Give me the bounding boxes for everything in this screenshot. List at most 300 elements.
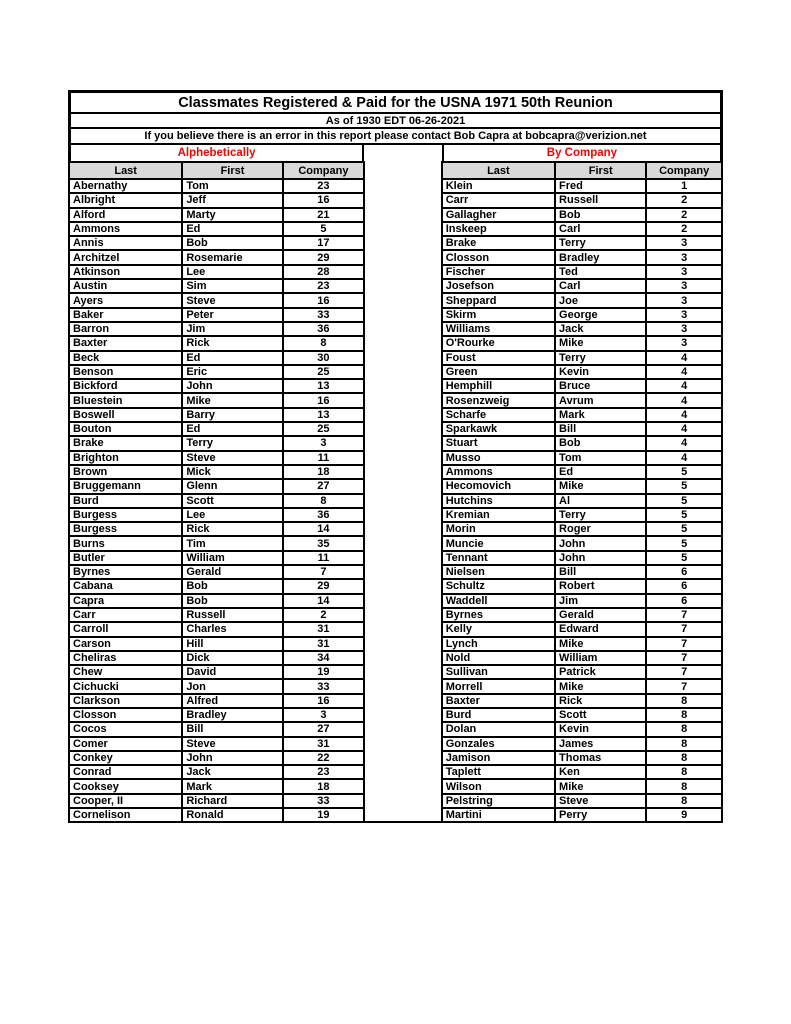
cell-first: Alfred — [182, 694, 282, 708]
table-row — [442, 794, 722, 808]
cell-last: Capra — [69, 594, 182, 608]
cell-last: Hecomovich — [442, 479, 555, 493]
cell-company: 21 — [283, 208, 365, 222]
cell-last: Burd — [69, 494, 182, 508]
cell-last: Burd — [442, 708, 555, 722]
cell-last: Nold — [442, 651, 555, 665]
cell-last: Sullivan — [442, 665, 555, 679]
cell-first: Lee — [182, 265, 282, 279]
cell-last: Lynch — [442, 637, 555, 651]
table-row — [442, 351, 722, 365]
table-row — [69, 436, 364, 450]
cell-company: 11 — [283, 451, 365, 465]
cell-last: Pelstring — [442, 794, 555, 808]
cell-first: Bill — [555, 422, 646, 436]
cell-last: Architzel — [69, 250, 182, 264]
table-row — [442, 365, 722, 379]
cell-company: 4 — [646, 436, 722, 450]
cell-first: Mick — [182, 465, 282, 479]
table-row — [69, 351, 364, 365]
cell-last: Comer — [69, 737, 182, 751]
cell-first: Bradley — [182, 708, 282, 722]
cell-company: 4 — [646, 422, 722, 436]
cell-last: Barron — [69, 322, 182, 336]
cell-last: Jamison — [442, 751, 555, 765]
column-header-company: Company — [646, 162, 722, 179]
cell-first: Scott — [555, 708, 646, 722]
cell-first: Mike — [182, 393, 282, 407]
table-row — [442, 637, 722, 651]
cell-first: Jack — [182, 765, 282, 779]
cell-last: Brake — [442, 236, 555, 250]
cell-last: Williams — [442, 322, 555, 336]
cell-company: 7 — [283, 565, 365, 579]
cell-first: Carl — [555, 279, 646, 293]
table-row — [69, 608, 364, 622]
report-timestamp: As of 1930 EDT 06-26-2021 — [68, 112, 723, 129]
table-row — [69, 579, 364, 593]
cell-company: 8 — [646, 722, 722, 736]
cell-first: Robert — [555, 579, 646, 593]
table-row — [442, 293, 722, 307]
cell-first: Mark — [182, 779, 282, 793]
cell-last: Schultz — [442, 579, 555, 593]
cell-last: Bluestein — [69, 393, 182, 407]
cell-last: Cabana — [69, 579, 182, 593]
cell-company: 8 — [646, 751, 722, 765]
table-row — [442, 751, 722, 765]
cell-last: Ayers — [69, 293, 182, 307]
cell-first: Gerald — [182, 565, 282, 579]
cell-company: 13 — [283, 408, 365, 422]
table-row — [442, 408, 722, 422]
cell-last: Dolan — [442, 722, 555, 736]
cell-company: 7 — [646, 651, 722, 665]
cell-first: Terry — [555, 508, 646, 522]
cell-first: Thomas — [555, 751, 646, 765]
table-row — [69, 551, 364, 565]
cell-last: Bruggemann — [69, 479, 182, 493]
column-header-last: Last — [442, 162, 555, 179]
cell-last: Atkinson — [69, 265, 182, 279]
cell-company: 3 — [646, 279, 722, 293]
cell-company: 31 — [283, 737, 365, 751]
cell-company: 8 — [646, 694, 722, 708]
column-header-row — [69, 162, 364, 179]
cell-last: Baxter — [69, 336, 182, 350]
table-row — [442, 608, 722, 622]
cell-last: Albright — [69, 193, 182, 207]
table-row — [442, 722, 722, 736]
table-row — [69, 250, 364, 264]
table-row — [69, 722, 364, 736]
table-row — [442, 208, 722, 222]
cell-company: 30 — [283, 351, 365, 365]
spacer-cell — [362, 143, 444, 163]
table-row — [442, 594, 722, 608]
table-row — [69, 765, 364, 779]
page-title: Classmates Registered & Paid for the USNA 1971 50th Reunion — [68, 90, 723, 114]
cell-first: Rosemarie — [182, 250, 282, 264]
cell-last: Stuart — [442, 436, 555, 450]
table-row — [442, 579, 722, 593]
table-row — [69, 665, 364, 679]
cell-first: Jim — [555, 594, 646, 608]
cell-first: Ed — [182, 222, 282, 236]
cell-company: 5 — [646, 508, 722, 522]
table-row — [442, 193, 722, 207]
table-row — [69, 293, 364, 307]
table-row — [442, 322, 722, 336]
cell-first: Al — [555, 494, 646, 508]
cell-company: 3 — [646, 308, 722, 322]
cell-last: Inskeep — [442, 222, 555, 236]
cell-first: Ed — [182, 422, 282, 436]
cell-company: 4 — [646, 451, 722, 465]
cell-company: 7 — [646, 637, 722, 651]
cell-first: Hill — [182, 637, 282, 651]
table-row — [69, 336, 364, 350]
column-header-row — [442, 162, 722, 179]
cell-first: Bob — [182, 236, 282, 250]
table-row — [69, 393, 364, 407]
by-company-section-label: By Company — [442, 143, 723, 163]
cell-first: Ronald — [182, 808, 282, 822]
cell-last: Bickford — [69, 379, 182, 393]
cell-first: Mike — [555, 479, 646, 493]
cell-first: Rick — [555, 694, 646, 708]
cell-company: 19 — [283, 808, 365, 822]
cell-company: 33 — [283, 308, 365, 322]
cell-last: Taplett — [442, 765, 555, 779]
table-row — [69, 637, 364, 651]
cell-last: Cooper, II — [69, 794, 182, 808]
table-row — [69, 379, 364, 393]
cell-company: 16 — [283, 694, 365, 708]
cell-first: Mike — [555, 779, 646, 793]
cell-first: William — [555, 651, 646, 665]
table-row — [442, 265, 722, 279]
cell-company: 6 — [646, 594, 722, 608]
table-row — [69, 651, 364, 665]
cell-company: 4 — [646, 393, 722, 407]
cell-last: Sparkawk — [442, 422, 555, 436]
cell-company: 22 — [283, 751, 365, 765]
report-document — [68, 90, 723, 823]
section-label-row — [68, 143, 723, 163]
cell-last: Burns — [69, 536, 182, 550]
cell-company: 29 — [283, 250, 365, 264]
cell-first: Steve — [182, 737, 282, 751]
cell-first: Barry — [182, 408, 282, 422]
cell-last: Closson — [69, 708, 182, 722]
cell-last: Hutchins — [442, 494, 555, 508]
cell-company: 5 — [646, 522, 722, 536]
cell-last: Boswell — [69, 408, 182, 422]
cell-first: Terry — [555, 351, 646, 365]
table-row — [442, 250, 722, 264]
cell-first: William — [182, 551, 282, 565]
cell-company: 11 — [283, 551, 365, 565]
table-row — [69, 751, 364, 765]
cell-last: Carr — [442, 193, 555, 207]
table-row — [442, 651, 722, 665]
cell-company: 19 — [283, 665, 365, 679]
table-row — [442, 708, 722, 722]
cell-company: 33 — [283, 794, 365, 808]
cell-first: Bob — [555, 436, 646, 450]
table-row — [69, 208, 364, 222]
cell-last: Clarkson — [69, 694, 182, 708]
cell-last: Cornelison — [69, 808, 182, 822]
table-row — [442, 551, 722, 565]
cell-first: Mike — [555, 336, 646, 350]
cell-company: 13 — [283, 379, 365, 393]
cell-first: Jon — [182, 679, 282, 693]
table-row — [442, 694, 722, 708]
cell-first: Steve — [182, 293, 282, 307]
cell-last: Burgess — [69, 522, 182, 536]
cell-company: 5 — [646, 494, 722, 508]
cell-last: Bouton — [69, 422, 182, 436]
table-row — [442, 422, 722, 436]
table-row — [442, 508, 722, 522]
cell-first: Jim — [182, 322, 282, 336]
cell-company: 7 — [646, 665, 722, 679]
cell-company: 8 — [646, 794, 722, 808]
table-row — [442, 494, 722, 508]
table-gap-spacer — [365, 161, 441, 823]
cell-first: Rick — [182, 522, 282, 536]
cell-company: 36 — [283, 508, 365, 522]
cell-company: 27 — [283, 722, 365, 736]
cell-first: Richard — [182, 794, 282, 808]
cell-company: 8 — [646, 737, 722, 751]
table-row — [69, 422, 364, 436]
table-row — [442, 179, 722, 193]
cell-last: Musso — [442, 451, 555, 465]
cell-last: Baxter — [442, 694, 555, 708]
cell-first: Steve — [182, 451, 282, 465]
column-header-first: First — [555, 162, 646, 179]
cell-first: Jeff — [182, 193, 282, 207]
cell-last: Gonzales — [442, 737, 555, 751]
cell-last: Hemphill — [442, 379, 555, 393]
table-row — [442, 379, 722, 393]
cell-company: 23 — [283, 279, 365, 293]
cell-first: Perry — [555, 808, 646, 822]
cell-first: Tom — [182, 179, 282, 193]
table-row — [69, 193, 364, 207]
table-row — [69, 279, 364, 293]
table-row — [442, 336, 722, 350]
cell-last: Morrell — [442, 679, 555, 693]
cell-last: O'Rourke — [442, 336, 555, 350]
table-row — [69, 594, 364, 608]
cell-last: Sheppard — [442, 293, 555, 307]
table-row — [442, 451, 722, 465]
cell-last: Annis — [69, 236, 182, 250]
cell-last: Burgess — [69, 508, 182, 522]
cell-first: John — [182, 379, 282, 393]
table-row — [69, 451, 364, 465]
cell-last: Klein — [442, 179, 555, 193]
table-row — [69, 536, 364, 550]
cell-company: 14 — [283, 522, 365, 536]
table-row — [442, 479, 722, 493]
cell-company: 27 — [283, 479, 365, 493]
cell-first: James — [555, 737, 646, 751]
cell-first: Bob — [555, 208, 646, 222]
cell-first: Avrum — [555, 393, 646, 407]
cell-company: 7 — [646, 608, 722, 622]
cell-first: Ed — [555, 465, 646, 479]
cell-last: Ammons — [442, 465, 555, 479]
cell-last: Wilson — [442, 779, 555, 793]
cell-first: Kevin — [555, 722, 646, 736]
cell-last: Brake — [69, 436, 182, 450]
cell-last: Carson — [69, 637, 182, 651]
table-row — [69, 522, 364, 536]
table-row — [442, 665, 722, 679]
cell-company: 28 — [283, 265, 365, 279]
cell-first: Glenn — [182, 479, 282, 493]
cell-company: 6 — [646, 565, 722, 579]
cell-last: Abernathy — [69, 179, 182, 193]
cell-last: Ammons — [69, 222, 182, 236]
cell-company: 25 — [283, 422, 365, 436]
cell-first: Tim — [182, 536, 282, 550]
cell-company: 9 — [646, 808, 722, 822]
cell-first: Sim — [182, 279, 282, 293]
table-row — [442, 808, 722, 822]
cell-last: Josefson — [442, 279, 555, 293]
table-row — [69, 179, 364, 193]
table-row — [442, 765, 722, 779]
cell-first: Jack — [555, 322, 646, 336]
cell-last: Cheliras — [69, 651, 182, 665]
cell-first: George — [555, 308, 646, 322]
cell-company: 8 — [646, 765, 722, 779]
cell-company: 8 — [283, 494, 365, 508]
cell-company: 16 — [283, 393, 365, 407]
cell-company: 8 — [283, 336, 365, 350]
cell-first: John — [182, 751, 282, 765]
cell-first: Lee — [182, 508, 282, 522]
cell-first: Joe — [555, 293, 646, 307]
table-row — [442, 622, 722, 636]
table-row — [442, 536, 722, 550]
cell-company: 35 — [283, 536, 365, 550]
cell-first: Ted — [555, 265, 646, 279]
cell-last: Carroll — [69, 622, 182, 636]
cell-last: Rosenzweig — [442, 393, 555, 407]
cell-company: 2 — [646, 208, 722, 222]
cell-first: Kevin — [555, 365, 646, 379]
cell-last: Butler — [69, 551, 182, 565]
cell-first: Patrick — [555, 665, 646, 679]
cell-first: Edward — [555, 622, 646, 636]
cell-company: 1 — [646, 179, 722, 193]
cell-last: Green — [442, 365, 555, 379]
cell-company: 3 — [646, 265, 722, 279]
cell-last: Tennant — [442, 551, 555, 565]
cell-company: 14 — [283, 594, 365, 608]
table-row — [69, 737, 364, 751]
cell-first: Ed — [182, 351, 282, 365]
cell-first: Terry — [555, 236, 646, 250]
cell-first: Eric — [182, 365, 282, 379]
table-row — [442, 522, 722, 536]
cell-first: Mike — [555, 637, 646, 651]
cell-last: Martini — [442, 808, 555, 822]
by-company-table — [441, 161, 723, 823]
table-row — [69, 494, 364, 508]
cell-last: Cooksey — [69, 779, 182, 793]
table-row — [69, 794, 364, 808]
cell-company: 5 — [283, 222, 365, 236]
cell-last: Morin — [442, 522, 555, 536]
table-row — [442, 222, 722, 236]
cell-first: Bradley — [555, 250, 646, 264]
cell-last: Kelly — [442, 622, 555, 636]
cell-company: 4 — [646, 365, 722, 379]
cell-company: 3 — [646, 322, 722, 336]
cell-first: Charles — [182, 622, 282, 636]
cell-company: 3 — [646, 250, 722, 264]
table-row — [69, 308, 364, 322]
table-row — [69, 236, 364, 250]
table-row — [69, 322, 364, 336]
table-row — [69, 479, 364, 493]
cell-last: Cocos — [69, 722, 182, 736]
cell-first: Rick — [182, 336, 282, 350]
cell-company: 25 — [283, 365, 365, 379]
cell-last: Beck — [69, 351, 182, 365]
cell-last: Alford — [69, 208, 182, 222]
cell-last: Closson — [442, 250, 555, 264]
cell-first: Bill — [182, 722, 282, 736]
cell-company: 36 — [283, 322, 365, 336]
cell-company: 3 — [646, 293, 722, 307]
cell-company: 2 — [646, 193, 722, 207]
cell-last: Waddell — [442, 594, 555, 608]
cell-company: 7 — [646, 679, 722, 693]
cell-company: 31 — [283, 637, 365, 651]
cell-last: Foust — [442, 351, 555, 365]
cell-company: 3 — [646, 336, 722, 350]
alphabetical-section-label: Alphebetically — [68, 143, 364, 163]
cell-company: 7 — [646, 622, 722, 636]
contact-note: If you believe there is an error in this report please contact Bob Capra at bobcapra@verizion.net — [68, 127, 723, 145]
cell-first: Russell — [555, 193, 646, 207]
table-row — [442, 779, 722, 793]
table-row — [69, 679, 364, 693]
cell-last: Carr — [69, 608, 182, 622]
cell-first: Bob — [182, 579, 282, 593]
cell-last: Scharfe — [442, 408, 555, 422]
table-row — [69, 222, 364, 236]
cell-first: John — [555, 551, 646, 565]
cell-company: 3 — [646, 236, 722, 250]
cell-last: Brown — [69, 465, 182, 479]
cell-last: Kremian — [442, 508, 555, 522]
cell-company: 18 — [283, 779, 365, 793]
cell-company: 8 — [646, 779, 722, 793]
table-row — [69, 465, 364, 479]
table-row — [69, 808, 364, 822]
cell-company: 3 — [283, 708, 365, 722]
